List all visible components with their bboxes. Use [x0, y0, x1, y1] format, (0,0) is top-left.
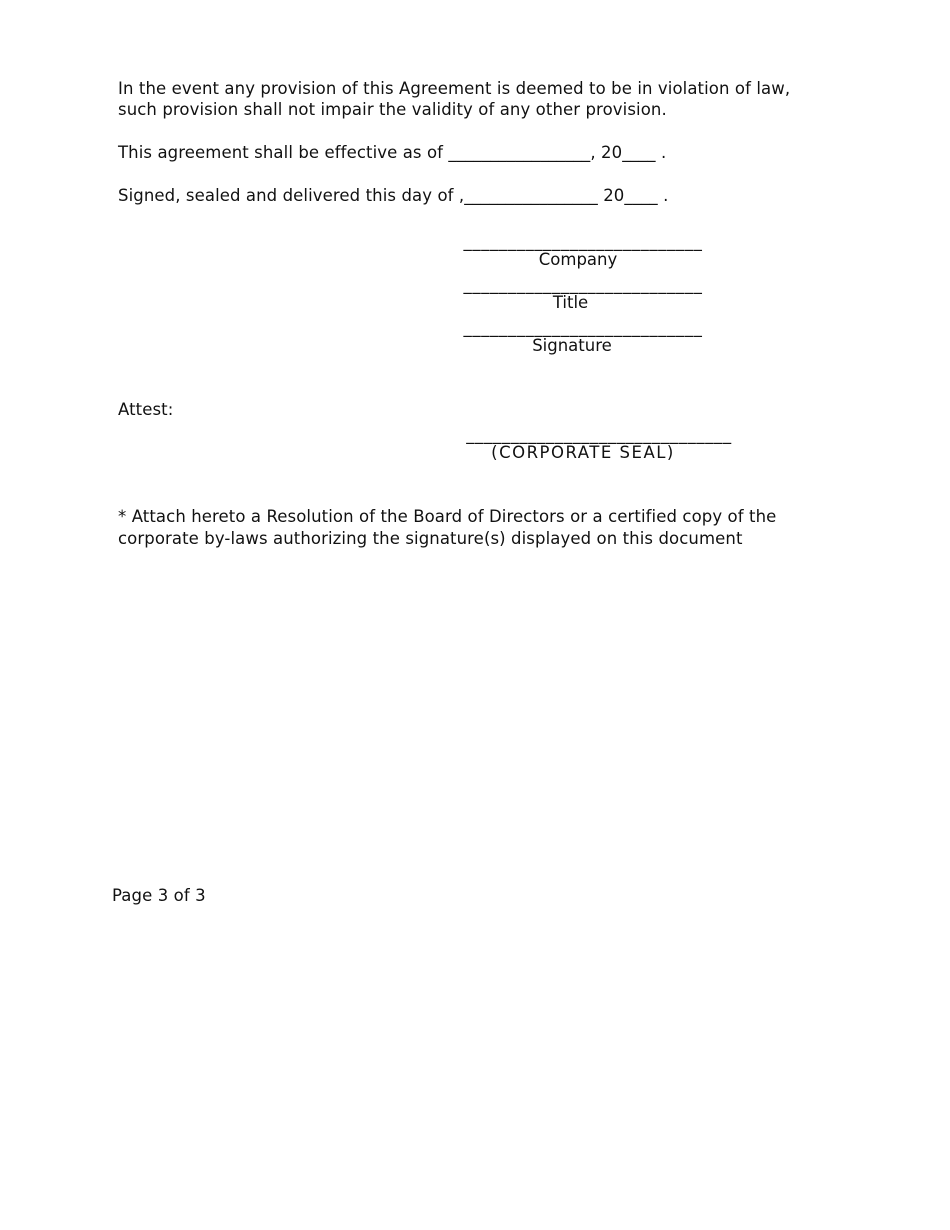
- signed-sealed-line: Signed, sealed and delivered this day of ,________________ 20____ .: [118, 186, 669, 205]
- corporate-seal-label: (CORPORATE SEAL): [491, 443, 675, 462]
- severability-line-1: In the event any provision of this Agreement is deemed to be in violation of law,: [118, 79, 791, 98]
- company-label: Company: [538, 250, 618, 269]
- footnote-line-1: * Attach hereto a Resolution of the Board of Directors or a certified copy of the: [118, 507, 777, 526]
- severability-line-2: such provision shall not impair the validity of any other provision.: [118, 100, 667, 119]
- title-blank: ___________________________: [463, 275, 703, 294]
- effective-date-line: This agreement shall be effective as of _________________, 20____ .: [118, 143, 667, 162]
- title-label: Title: [552, 293, 589, 312]
- signature-label: Signature: [532, 336, 612, 355]
- signature-blank: ___________________________: [463, 318, 703, 337]
- footnote-line-2: corporate by-laws authorizing the signature(s) displayed on this document: [118, 529, 743, 548]
- attest-blank: ______________________________: [466, 425, 732, 444]
- company-blank: ___________________________: [463, 232, 703, 251]
- page-number: Page 3 of 3: [112, 886, 206, 905]
- attest-label: Attest:: [118, 400, 174, 419]
